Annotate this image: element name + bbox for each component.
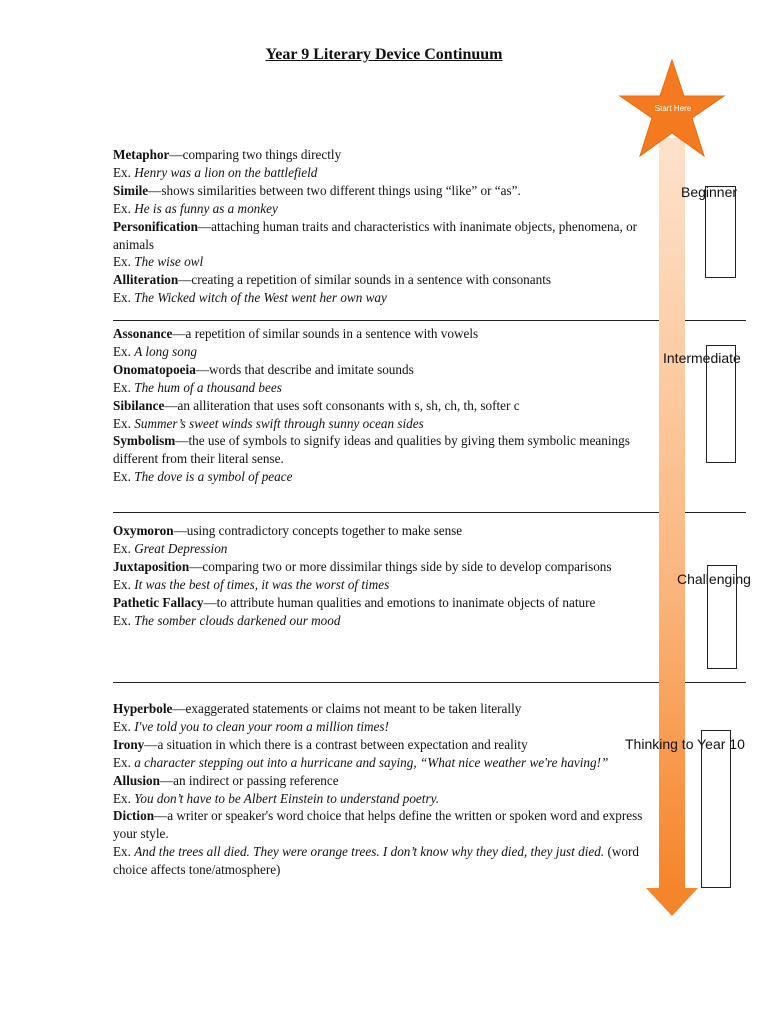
- term: Symbolism: [113, 433, 176, 449]
- entry-allusion: [113, 772, 648, 808]
- level-label-thinking-to-year-10: Thinking to Year 10: [625, 736, 745, 752]
- definition: —an indirect or passing reference: [159, 772, 339, 788]
- term: Sibilance: [113, 397, 165, 413]
- example-text: You don’t have to be Albert Einstein to understand poetry.: [134, 790, 440, 806]
- start-here-label: Start Here: [654, 104, 692, 113]
- entry-pathetic-fallacy: [113, 594, 648, 630]
- term: Pathetic Fallacy: [113, 594, 204, 610]
- example-text: a character stepping out into a hurricane and saying, “What nice weather we're having!”: [134, 754, 609, 770]
- example-prefix: Ex.: [113, 254, 135, 270]
- example-prefix: Ex.: [113, 576, 135, 592]
- term: Onomatopoeia: [113, 361, 196, 377]
- term: Alliteration: [113, 272, 179, 288]
- level-label-challenging: Challenging: [677, 571, 751, 587]
- page-title: Year 9 Literary Device Continuum: [265, 46, 503, 63]
- term: Assonance: [113, 326, 173, 341]
- entry-metaphor: [113, 146, 648, 182]
- arrow-shaft: [659, 138, 685, 888]
- example-prefix: Ex.: [113, 718, 135, 734]
- example-text: The somber clouds darkened our mood: [134, 612, 341, 628]
- example-text: Great Depression: [134, 540, 228, 556]
- entry-onomatopoeia: [113, 361, 648, 397]
- definition: —to attribute human qualities and emotions to inanimate objects of nature: [203, 594, 596, 610]
- entry-assonance: [113, 325, 648, 361]
- arrow-head: [646, 888, 698, 916]
- section-beginner: [113, 146, 648, 307]
- entry-diction: [113, 807, 648, 879]
- definition: —a situation in which there is a contrast between expectation and reality: [144, 736, 528, 752]
- term: Juxtaposition: [113, 558, 190, 574]
- term: Irony: [113, 736, 145, 752]
- section-intermediate: [113, 325, 648, 486]
- term: Metaphor: [113, 147, 170, 162]
- example-text: Henry was a lion on the battlefield: [134, 164, 318, 180]
- definition: —creating a repetition of similar sounds in a sentence with consonants: [178, 272, 552, 288]
- entry-sibilance: [113, 397, 648, 433]
- definition: —using contradictory concepts together to make sense: [173, 523, 463, 538]
- example-text: Summer’s sweet winds swift through sunny ocean sides: [134, 415, 424, 431]
- definition: —shows similarities between two different things using “like” or “as”.: [148, 182, 521, 198]
- entry-symbolism: [113, 432, 648, 486]
- example-text: The dove is a symbol of peace: [134, 469, 293, 485]
- section-thinking-to-year-10: [113, 700, 648, 879]
- definition: —words that describe and imitate sounds: [195, 361, 414, 377]
- example-prefix: Ex.: [113, 540, 135, 556]
- example-text: The Wicked witch of the West went her own way: [134, 290, 387, 306]
- level-label-intermediate: Intermediate: [663, 350, 741, 366]
- example-prefix: Ex.: [113, 754, 135, 770]
- entry-simile: [113, 182, 648, 218]
- example-text: The hum of a thousand bees: [134, 379, 282, 395]
- example-prefix: Ex.: [113, 343, 135, 359]
- level-box-beginner: [705, 186, 736, 278]
- definition: —exaggerated statements or claims not meant to be taken literally: [172, 701, 522, 716]
- example-prefix: Ex.: [113, 790, 135, 806]
- term: Simile: [113, 182, 149, 198]
- example-text: A long song: [134, 343, 198, 359]
- definition: —comparing two or more dissimilar things side by side to develop comparisons: [189, 558, 612, 574]
- entry-irony: [113, 736, 648, 772]
- example-prefix: Ex.: [113, 415, 135, 431]
- term: Hyperbole: [113, 701, 173, 716]
- example-prefix: Ex.: [113, 612, 135, 628]
- level-box-intermediate: [706, 345, 736, 463]
- definition: —an alliteration that uses soft consonants with s, sh, ch, th, softer c: [164, 397, 520, 413]
- example-text: I've told you to clean your room a million times!: [134, 718, 389, 734]
- example-prefix: Ex.: [113, 469, 135, 485]
- example-text: He is as funny as a monkey: [134, 200, 278, 216]
- definition: —comparing two things directly: [169, 147, 342, 162]
- example-prefix: Ex.: [113, 379, 135, 395]
- entry-juxtaposition: [113, 558, 648, 594]
- term: Allusion: [113, 772, 160, 788]
- example-text: It was the best of times, it was the worst of times: [134, 576, 390, 592]
- example-note: (word choice affects tone/atmosphere): [113, 844, 639, 878]
- definition: —the use of symbols to signify ideas and qualities by giving them symbolic meanings different from their literal sense.: [113, 433, 630, 467]
- example-text: And the trees all died. They were orange trees. I don’t know why they died, they just died.: [134, 844, 605, 860]
- term: Diction: [113, 808, 155, 824]
- level-label-beginner: Beginner: [681, 184, 738, 200]
- level-box-thinking-to-year-10: [701, 730, 731, 888]
- level-box-challenging: [707, 565, 737, 669]
- definition: —attaching human traits and characteristics with inanimate objects, phenomena, or animals: [113, 218, 638, 252]
- example-text: The wise owl: [134, 254, 204, 270]
- entry-personification: [113, 218, 648, 272]
- example-prefix: Ex.: [113, 200, 135, 216]
- example-prefix: Ex.: [113, 164, 135, 180]
- term: Oxymoron: [113, 523, 174, 538]
- example-prefix: Ex.: [113, 290, 135, 306]
- entry-oxymoron: [113, 522, 648, 558]
- term: Personification: [113, 218, 198, 234]
- definition: —a repetition of similar sounds in a sentence with vowels: [172, 326, 479, 341]
- entry-hyperbole: [113, 700, 648, 736]
- definition: —a writer or speaker's word choice that helps define the written or spoken word and express your style.: [113, 808, 643, 842]
- example-prefix: Ex.: [113, 844, 135, 860]
- section-challenging: [113, 522, 648, 629]
- entry-alliteration: [113, 271, 648, 307]
